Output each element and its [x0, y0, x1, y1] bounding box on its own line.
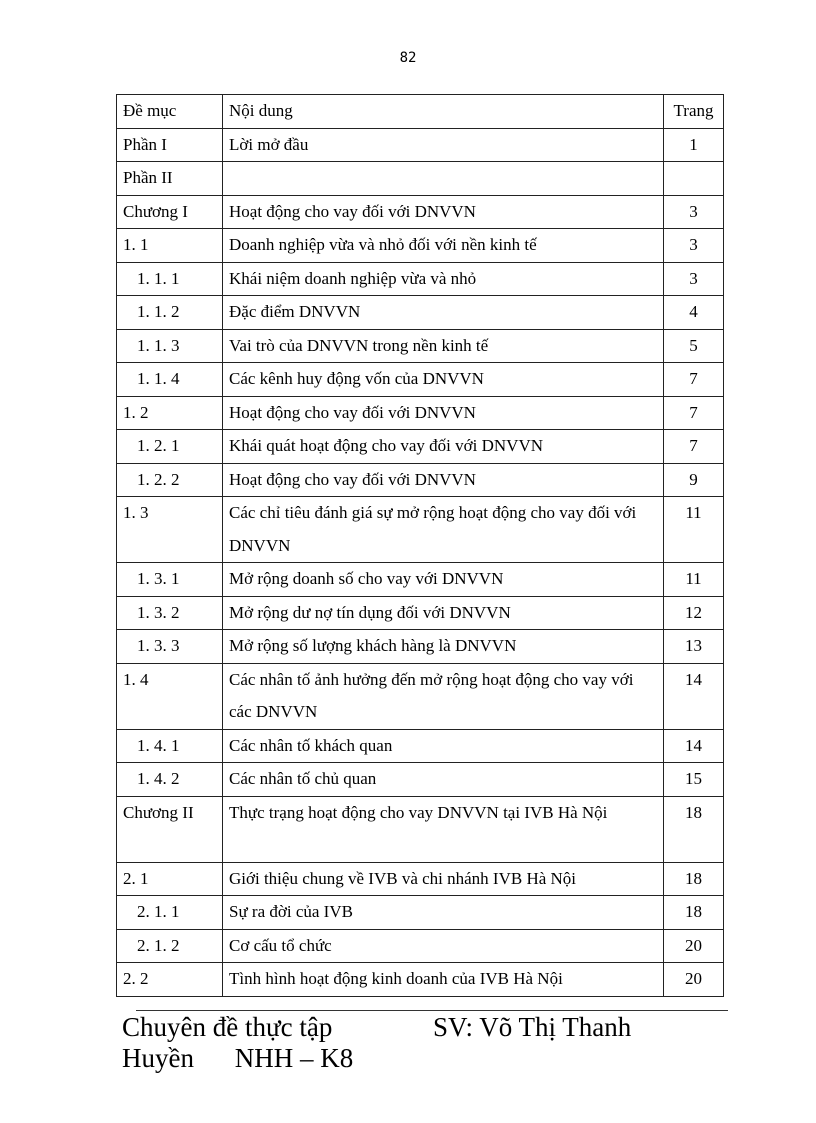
row-page: 13: [664, 630, 724, 664]
row-content: Mở rộng số lượng khách hàng là DNVVN: [223, 630, 664, 664]
row-page: 7: [664, 430, 724, 464]
row-section: 1. 1. 4: [117, 363, 223, 397]
table-row: [117, 463, 724, 497]
row-content: Các chỉ tiêu đánh giá sự mở rộng hoạt động cho vay đối với DNVVN: [223, 497, 664, 563]
header-section: Đề mục: [117, 95, 223, 129]
row-content: Các kênh huy động vốn của DNVVN: [223, 363, 664, 397]
row-content: Hoạt động cho vay đối với DNVVN: [223, 195, 664, 229]
row-page: 9: [664, 463, 724, 497]
footer-student: SV: Võ Thị Thanh: [433, 1012, 632, 1042]
row-content: Lời mở đầu: [223, 128, 664, 162]
row-section: Phần I: [117, 128, 223, 162]
row-content: Vai trò của DNVVN trong nền kinh tế: [223, 329, 664, 363]
row-section: Chương II: [117, 796, 223, 862]
row-page: 18: [664, 796, 724, 862]
row-content: Cơ cấu tổ chức: [223, 929, 664, 963]
header-content: Nội dung: [223, 95, 664, 129]
row-section: 1. 4: [117, 663, 223, 729]
table-row: [117, 497, 724, 563]
row-content: Các nhân tố ảnh hưởng đến mở rộng hoạt động cho vay với các DNVVN: [223, 663, 664, 729]
row-content: Hoạt động cho vay đối với DNVVN: [223, 463, 664, 497]
table-row: [117, 796, 724, 862]
row-content: Mở rộng doanh số cho vay với DNVVN: [223, 563, 664, 597]
row-content: Các nhân tố khách quan: [223, 729, 664, 763]
row-section: 2. 1. 2: [117, 929, 223, 963]
table-row: [117, 630, 724, 664]
toc-header-row: [117, 95, 724, 129]
row-page: 18: [664, 896, 724, 930]
row-section: 1. 1. 1: [117, 262, 223, 296]
row-content: Đặc điểm DNVVN: [223, 296, 664, 330]
row-page: [664, 162, 724, 196]
row-page: 3: [664, 262, 724, 296]
table-row: [117, 963, 724, 997]
row-section: 2. 1. 1: [117, 896, 223, 930]
row-content: Mở rộng dư nợ tín dụng đối với DNVVN: [223, 596, 664, 630]
row-page: 20: [664, 929, 724, 963]
row-section: 2. 1: [117, 862, 223, 896]
row-page: 5: [664, 329, 724, 363]
row-page: 4: [664, 296, 724, 330]
row-content: Khái quát hoạt động cho vay đối với DNVVN: [223, 430, 664, 464]
row-section: 1. 3. 2: [117, 596, 223, 630]
row-content: Giới thiệu chung về IVB và chi nhánh IVB Hà Nội: [223, 862, 664, 896]
footer-divider: [136, 1010, 728, 1011]
table-row: [117, 896, 724, 930]
row-content: Doanh nghiệp vừa và nhỏ đối với nền kinh tế: [223, 229, 664, 263]
table-row: [117, 729, 724, 763]
table-row: [117, 262, 724, 296]
row-page: 20: [664, 963, 724, 997]
row-content: Thực trạng hoạt động cho vay DNVVN tại IVB Hà Nội: [223, 796, 664, 862]
table-row: [117, 363, 724, 397]
row-page: 7: [664, 363, 724, 397]
row-content: Các nhân tố chủ quan: [223, 763, 664, 797]
row-page: 1: [664, 128, 724, 162]
footer-class: NHH – K8: [234, 1043, 354, 1073]
row-section: 1. 4. 2: [117, 763, 223, 797]
table-row: [117, 563, 724, 597]
page-number: 82: [399, 50, 417, 66]
row-page: 14: [664, 663, 724, 729]
table-row: [117, 763, 724, 797]
row-page: 12: [664, 596, 724, 630]
row-content: Tình hình hoạt động kinh doanh của IVB Hà Nội: [223, 963, 664, 997]
table-row: [117, 430, 724, 464]
table-row: [117, 396, 724, 430]
table-row: [117, 596, 724, 630]
table-row: [117, 162, 724, 196]
table-row: [117, 296, 724, 330]
row-section: 1. 3: [117, 497, 223, 563]
row-section: 1. 1: [117, 229, 223, 263]
row-page: 18: [664, 862, 724, 896]
row-content: Sự ra đời của IVB: [223, 896, 664, 930]
row-section: 1. 2. 2: [117, 463, 223, 497]
row-section: 1. 3. 3: [117, 630, 223, 664]
footer-student-surname: Huyền: [122, 1043, 194, 1073]
row-section: 2. 2: [117, 963, 223, 997]
row-section: 1. 2: [117, 396, 223, 430]
row-content: Hoạt động cho vay đối với DNVVN: [223, 396, 664, 430]
table-row: [117, 128, 724, 162]
row-content: [223, 162, 664, 196]
table-row: [117, 195, 724, 229]
header-page: Trang: [664, 95, 724, 129]
table-row: [117, 929, 724, 963]
row-section: 1. 1. 2: [117, 296, 223, 330]
row-section: 1. 3. 1: [117, 563, 223, 597]
row-page: 11: [664, 563, 724, 597]
row-section: Phần II: [117, 162, 223, 196]
row-section: 1. 4. 1: [117, 729, 223, 763]
table-of-contents: [116, 94, 724, 997]
row-section: 1. 1. 3: [117, 329, 223, 363]
table-row: [117, 229, 724, 263]
row-section: 1. 2. 1: [117, 430, 223, 464]
row-page: 3: [664, 229, 724, 263]
row-page: 3: [664, 195, 724, 229]
table-row: [117, 329, 724, 363]
row-content: Khái niệm doanh nghiệp vừa và nhỏ: [223, 262, 664, 296]
row-page: 11: [664, 497, 724, 563]
table-row: [117, 862, 724, 896]
footer: [122, 1012, 722, 1074]
row-section: Chương I: [117, 195, 223, 229]
row-page: 7: [664, 396, 724, 430]
table-row: [117, 663, 724, 729]
footer-title: Chuyên đề thực tập: [122, 1012, 333, 1042]
row-page: 15: [664, 763, 724, 797]
row-page: 14: [664, 729, 724, 763]
